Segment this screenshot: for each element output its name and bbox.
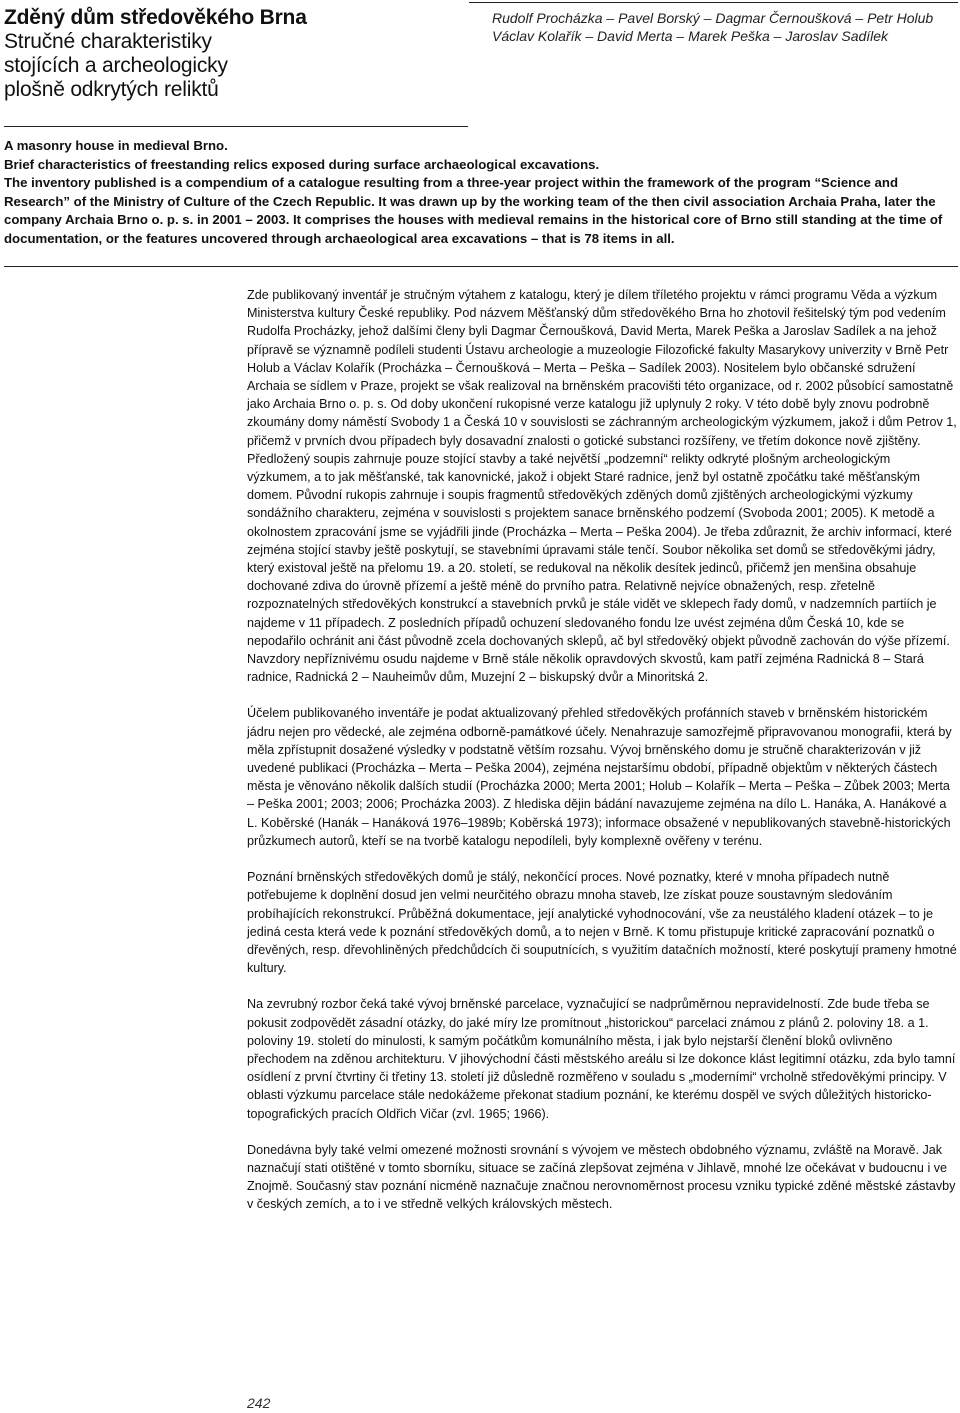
abstract-subheading: Brief characteristics of freestanding relics exposed during surface archaeological excavations. bbox=[4, 156, 600, 172]
body-paragraph-2: Účelem publikovaného inventáře je podat aktualizovaný přehled středověkých profánních staveb v brněnském historickém jádru nejen pro vědecké, ale zejména odborně-památkové účely. Nenahrazuje samozřejmě připravovanou monografii, která by měla zpřístupnit dosažené výsledky v podstatně větším rozsahu. Vývoj brněnského domu je stručně charakterizován v již uvedené publikaci (Procházka – Merta – Peška 2004), zejména nejstaršímu období, případně objektům v některých částech města je věnováno několik dalších studií (Procházka 2000; Merta 2001; Holub – Kolařík – Merta – Peška – Zůbek 2003; Merta – Peška 2001; 2003; 2006; Procházka 2003). Z hlediska dějin bádání navazujeme zejména na dílo L. Hanáka, A. Hanákové a L. Koběrské (Hanák – Hanáková 1976–1989b; Koběrská 1973); informace obsažené v nepublikovaných stavebně-historických průzkumech autorů, kteří se na tvorbě katalogu nepodíleli, byly komplexně ověřeny v terénu. bbox=[247, 706, 952, 848]
authors-line-2: Václav Kolařík – David Merta – Marek Peška – Jaroslav Sadílek bbox=[492, 28, 889, 44]
title-line-3: stojících a archeologicky bbox=[4, 54, 228, 77]
article-title bbox=[4, 6, 470, 102]
title-divider bbox=[4, 126, 468, 127]
title-line-1: Zděný dům středověkého Brna bbox=[4, 6, 307, 29]
body-paragraph-5: Donedávna byly také velmi omezené možnosti srovnání s vývojem ve městech obdobného významu, zvláště na Moravě. Jak naznačují stati otištěné v tomto sborníku, situace se začíná zlepšovat zejména v Jihlavě, mnohé lze očekávat v budoucnu i ve Znojmě. Současný stav poznání nicméně naznačuje značnou nerovnoměrnost procesu vzniku typické zděné městské zástavby v českých zemích, a to i ve středně velkých královských městech. bbox=[247, 1142, 956, 1212]
abstract-divider bbox=[4, 266, 958, 267]
body-paragraph-3: Poznání brněnských středověkých domů je stálý, nekončící proces. Nové poznatky, které v mnoha případech nutně potřebujeme k doplnění dosud jen velmi neurčitého obrazu mnoha staveb, lze získat pouze soustavným sledováním probíhajících rekonstrukcí. Průběžná dokumentace, její analytické vyhodnocování, vše za neustálého kladení otázek – to je jediná cesta která vede k poznání středověkých domů, a to nejen v Brně. K tomu přistupuje kritické zapracování poznatků o dřevěných, resp. dřevohliněných předchůdcích či souputnících, s využitím datačních možností, které poskytují prameny hmotné kultury. bbox=[247, 870, 957, 976]
authors-line-1: Rudolf Procházka – Pavel Borský – Dagmar Černoušková – Petr Holub bbox=[492, 10, 934, 26]
author-list bbox=[492, 9, 952, 45]
title-line-4: plošně odkrytých reliktů bbox=[4, 78, 219, 101]
body-paragraph-4: Na zevrubný rozbor čeká také vývoj brněnské parcelace, vyznačující se nadprůměrnou nepravidelností. Zde bude třeba se pokusit zodpovědět zásadní otázky, do jaké míry lze promítnout „historickou“ parcelaci známou z plánů 2. poloviny 18. a 1. poloviny 19. století do minulosti, k samým počátkům komunálního města, i jak bylo nejstarší členění bloků ovlivněno přechodem na zděnou architekturu. V jihovýchodní části městského areálu si lze dokonce klást legitimní otázku, zda bylo tamní osídlení z první čtvrtiny či třetiny 13. století již důsledně rozměřeno v souladu s „moderními“ vrcholně středověkými principy. V oblasti výzkumu parcelace stále nedokážeme překonat stadium poznání, ke kterému dospěl ve svých důležitých historicko-topografických pracích Oldřich Vičar (zvl. 1965; 1966). bbox=[247, 997, 956, 1121]
body-paragraph-1: Zde publikovaný inventář je stručným výtahem z katalogu, který je dílem tříletého projektu v rámci programu Věda a výzkum Ministerstva kultury České republiky. Pod názvem Měšťanský dům středověkého Brna ho zhotovil řešitelský tým pod vedením Rudolfa Procházky, jehož dalšími členy byli Dagmar Černoušková, David Merta, Marek Peška a Jaroslav Sadílek a na jehož přípravě se významně podíleli studenti Ústavu archeologie a muzeologie Filozofické fakulty Masarykovy univerzity v Brně Petr Holub a Václav Kolařík (Procházka – Černoušková – Merta – Peška – Sadílek 2003). Nositelem bylo občanské sdružení Archaia se sídlem v Praze, projekt se však realizoval na brněnském pracovišti této organizace, od r. 2002 působící samostatně jako Archaia Brno o. p. s. Od doby ukončení rukopisné verze katalogu již uplynuly 2 roky. V této době byly znovu podrobně zkoumány domy náměstí Svobody 1 a Česká 10 v souvislosti se záchranným archeologickým výzkumem, jakož i dům Petrov 1, přičemž v prvních dvou případech byly dosavadní znalosti o gotické substanci rozšířeny, ve třetím dokonce nově zjištěny. Předložený soupis zahrnuje pouze stojící stavby a také největší „podzemní“ relikty odkryté plošným archeologickým výzkumem, a to jak měšťanské, tak kanovnické, jakož i objekt Staré radnice, jenž byl ostatně zpočátku také měšťanským domem. Původní rukopis zahrnuje i soupis fragmentů středověkých zděných domů zjištěných archeologickými výzkumy sondážního charakteru, zejména v souvislosti s projektem sanace brněnského podzemí (Svoboda 2001; 2005). K metodě a okolnostem zpracování jsme se vyjádřili jinde (Procházka – Merta – Peška 2004). Je třeba zdůraznit, že archiv informací, které zejména stojící stavby ještě poskytují, se stavebními úpravami stále tenčí. Soubor několika set domů se středověkými jádry, který existoval ještě na přelomu 19. a 20. století, se redukoval na několik desítek jedinců, přičemž jen menšina obsahuje dochované zdiva do úrovně přízemí a ještě méně do prvního patra. Relativně nejvíce obnažených, resp. zřetelně rozpoznatelných středověkých konstrukcí a stavebních prvků je stále vidět ve sklepech řady domů, v nadzemních partiích je najdeme v 11 případech. Z posledních případů ochuzení sledovaného fondu lze uvést zejména dům Česká 10, kde se nepodařilo ochránit ani část původně zcela dochovaných sklepů, ač byl středověký objekt původně zachován do výše přízemí. Navzdory nepříznivému osudu najdeme v Brně stále několik opravdových skvostů, kam patří zejména Radnická 8 – Stará radnice, Radnická 2 – Nauheimův dům, Muzejní 2 – biskupský dvůr a Minoritská 2. bbox=[247, 288, 957, 685]
abstract-text: The inventory published is a compendium of a catalogue resulting from a three-year project within the framework of the program “Science and Research” of the Ministry of Culture of the Czech Republic. It was drawn up by the working team of the then civil association Archaia Praha, later the company Archaia Brno o. p. s. in 2001 – 2003. It comprises the houses with medieval remains in the historical core of Brno still standing at the time of documentation, or the features uncovered through archaeological area excavations – that is 78 items in all. bbox=[4, 175, 943, 246]
top-rule bbox=[469, 2, 958, 3]
english-abstract bbox=[4, 137, 956, 248]
article-body bbox=[247, 286, 957, 1232]
page-number: 242 bbox=[247, 1395, 271, 1411]
title-line-2: Stručné charakteristiky bbox=[4, 30, 212, 53]
abstract-heading: A masonry house in medieval Brno. bbox=[4, 138, 228, 153]
